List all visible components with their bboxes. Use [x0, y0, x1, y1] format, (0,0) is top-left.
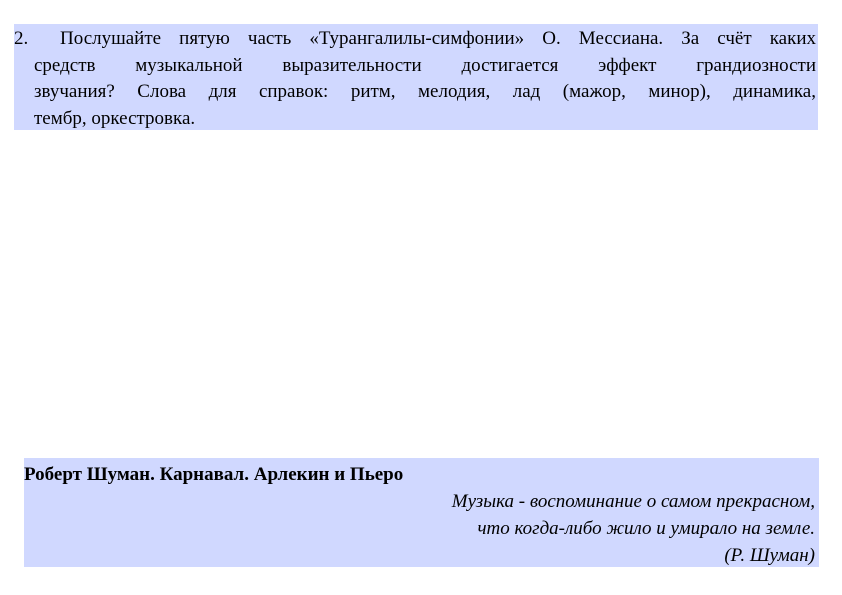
epigraph-author: (Р. Шуман) — [724, 545, 815, 566]
epigraph-line: Музыка - воспоминание о самом прекрасном, — [451, 491, 815, 512]
task-line — [14, 26, 816, 53]
task-block — [14, 24, 818, 130]
task-line: звучания? Слова для справок: ритм, мелодия, лад (мажор, минор), динамика, — [34, 81, 816, 102]
task-line: тембр, оркестровка. — [34, 107, 196, 129]
task-number: 2. — [14, 28, 29, 49]
epigraph-line: что когда-либо жило и умирало на земле. — [477, 518, 815, 539]
task-line: средств музыкальной выразительности достигается эффект грандиозности — [34, 54, 816, 76]
piece-block — [24, 458, 819, 567]
piece-title: Роберт Шуман. Карнавал. Арлекин и Пьеро — [24, 464, 404, 485]
task-line-text: Послушайте пятую часть «Турангалилы-симфонии» О. Мессиана. За счёт каких — [60, 28, 816, 49]
